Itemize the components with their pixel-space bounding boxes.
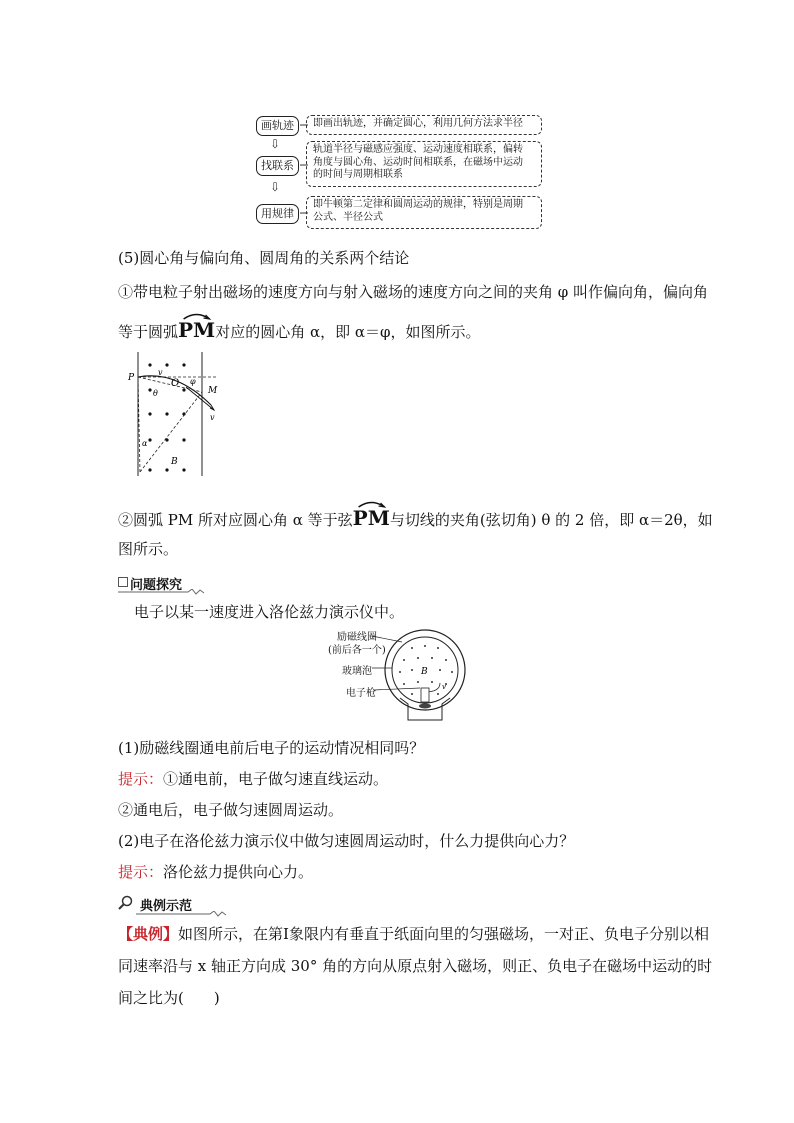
paragraph: 电子以某一速度进入洛伦兹力演示仪中。 bbox=[134, 603, 405, 621]
point-p-label: P bbox=[128, 373, 135, 383]
deflection-figure bbox=[126, 350, 226, 478]
flow-desc-apply: 即牛顿第二定律和圆周运动的规律，特别是周期 公式、半径公式 bbox=[306, 196, 542, 229]
magnifier-icon bbox=[118, 895, 134, 911]
example-text: 同速率沿与 x 轴正方向成 30° 角的方向从原点射入磁场，则正、负电子在磁场中运动的时 bbox=[118, 957, 713, 975]
down-arrow-icon: ⇩ bbox=[270, 137, 281, 151]
svg-text:v: v bbox=[442, 683, 446, 691]
velocity-label: v bbox=[158, 368, 163, 377]
inquiry-header: 问题探究 bbox=[118, 573, 208, 593]
flow-desc-draw: 即画出轨迹，并确定圆心，利用几何方法求半径 bbox=[306, 115, 542, 135]
flow-step-link: 找联系 bbox=[256, 156, 299, 176]
connector-icon bbox=[300, 206, 308, 220]
down-arrow-icon: ⇩ bbox=[270, 180, 281, 194]
paragraph: ②圆弧 PM 所对应圆心角 α 等于弦 PM与切线的夹角(弦切角) θ 的 2 倍，即 α＝2θ，如 bbox=[118, 508, 713, 530]
bulb-label: 玻璃泡 bbox=[342, 666, 372, 677]
hint: 提示：①通电前，电子做匀速直线运动。 bbox=[118, 770, 389, 788]
example-text: 【典例】如图所示，在第Ⅰ象限内有垂直于纸面向里的匀强磁场，一对正、负电子分别以相 bbox=[118, 925, 709, 943]
lorentz-apparatus-figure bbox=[300, 628, 480, 723]
field-b-label: B bbox=[171, 457, 178, 467]
arc-pm-symbol: PM bbox=[178, 318, 215, 342]
section-title: (5)圆心角与偏向角、圆周角的关系两个结论 bbox=[118, 249, 410, 267]
flow-step-apply: 用规律 bbox=[256, 204, 299, 224]
header-underline-icon bbox=[136, 911, 228, 917]
example-text: 间之比为( ) bbox=[118, 989, 220, 1007]
question: (1)励磁线圈通电前后电子的运动情况相同吗？ bbox=[118, 739, 425, 757]
velocity-label: v bbox=[210, 413, 215, 422]
paragraph: ①带电粒子射出磁场的速度方向与射入磁场的速度方向之间的夹角 φ 叫作偏向角，偏向角 bbox=[118, 283, 709, 301]
connector-icon bbox=[300, 118, 308, 132]
point-m-label: M bbox=[208, 386, 218, 396]
phi-label: φ bbox=[190, 377, 196, 386]
coil-label: 励磁线圈 bbox=[337, 632, 377, 643]
point-o-label: O bbox=[171, 378, 180, 389]
flow-step-draw: 画轨迹 bbox=[256, 116, 299, 136]
hint: 提示：洛伦兹力提供向心力。 bbox=[118, 863, 314, 881]
paragraph: 图所示。 bbox=[118, 540, 179, 558]
header-square-icon bbox=[118, 577, 128, 587]
alpha-label: α bbox=[142, 439, 148, 448]
hint: ②通电后，电子做匀速圆周运动。 bbox=[118, 801, 344, 819]
svg-text:B: B bbox=[421, 667, 428, 677]
question: (2)电子在洛伦兹力演示仪中做匀速圆周运动时，什么力提供向心力？ bbox=[118, 832, 575, 850]
coil-note-label: (前后各一个) bbox=[328, 645, 386, 656]
connector-icon bbox=[300, 158, 308, 172]
header-underline-icon bbox=[118, 589, 206, 595]
flow-desc-link: 轨道半径与磁感应强度、运动速度相联系，偏转 角度与圆心角、运动时间相联系，在磁场中运动 的时间与周期相联系 bbox=[306, 141, 542, 187]
theta-label: θ bbox=[153, 389, 158, 398]
example-header: 典例示范 bbox=[118, 893, 228, 915]
arc-pm-symbol: PM bbox=[353, 506, 390, 530]
paragraph: 等于圆弧 PM对应的圆心角 α，即 α＝φ，如图所示。 bbox=[118, 320, 481, 342]
gun-label: 电子枪 bbox=[346, 688, 376, 699]
